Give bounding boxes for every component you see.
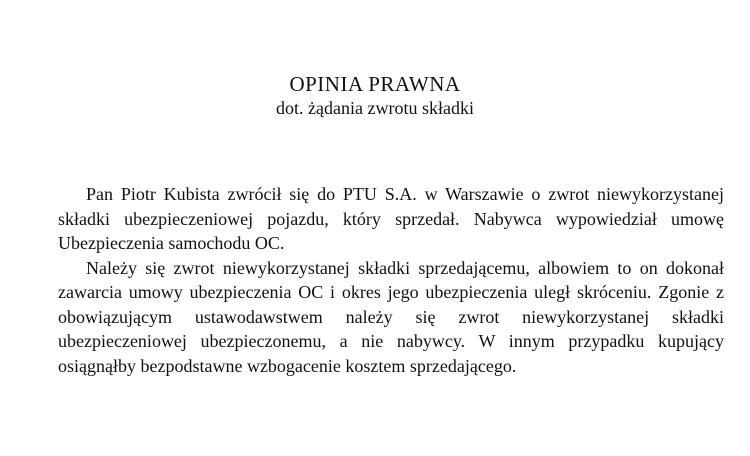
document-subtitle: dot. żądania zwrotu składki <box>276 98 474 118</box>
document-body <box>58 182 724 378</box>
paragraph-1: Pan Piotr Kubista zwrócił się do PTU S.A. w Warszawie o zwrot niewykorzystanej składki ubezpieczeniowej pojazdu, który sprzedał. Nabywca wypowiedział umowę Ubezpieczenia samochodu OC. <box>58 184 724 253</box>
paragraph-2: Należy się zwrot niewykorzystanej składki sprzedającemu, albowiem to on dokonał zawarcia umowy ubezpieczenia OC i okres jego ubezpieczenia uległ skróceniu. Zgonie z obowiązującym ustawodawstwem należy się zwrot niewykorzystanej składki ubezpieczeniowej ubezpieczonemu, a nie nabywcy. W innym przypadku kupujący osiągnąłby bezpodstawne wzbogacenie kosztem sprzedającego. <box>58 257 724 376</box>
document-title: OPINIA PRAWNA <box>289 72 461 96</box>
